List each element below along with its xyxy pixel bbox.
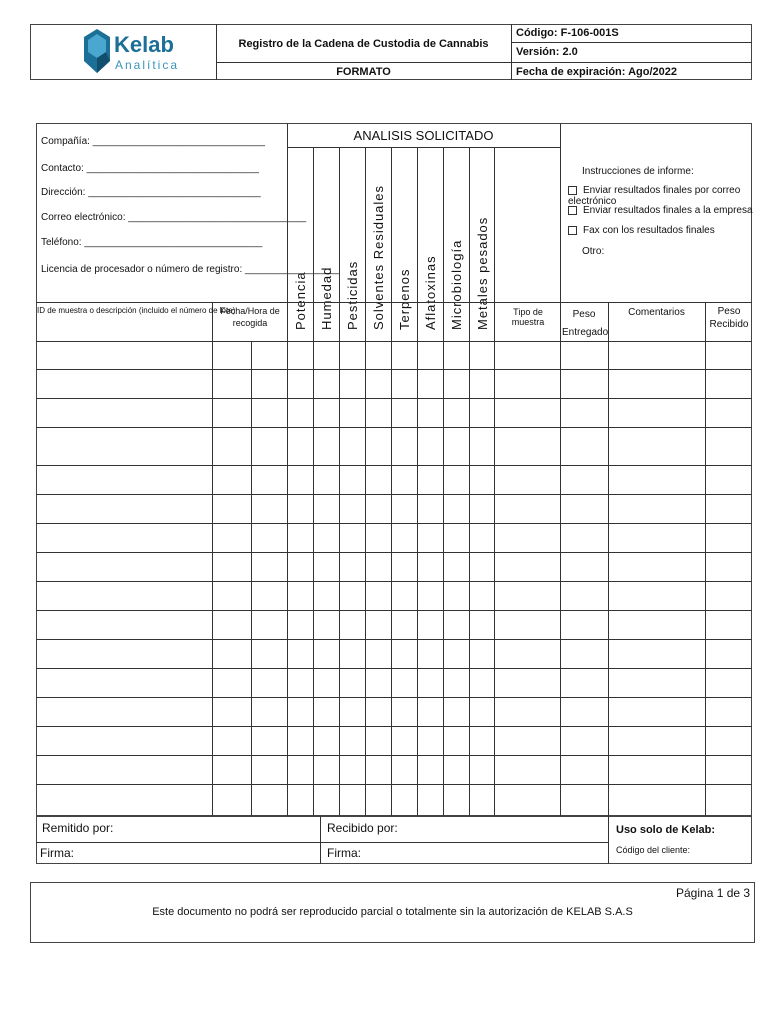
comments-header: Comentarios: [628, 307, 685, 318]
checkbox-icon[interactable]: [568, 186, 577, 195]
form-code: Código: F-106-001S: [516, 27, 619, 39]
kelab-logo-name: Kelab: [114, 32, 174, 57]
header-divider-h1: [216, 62, 752, 63]
table-row[interactable]: [37, 698, 751, 726]
table-row[interactable]: [37, 428, 751, 465]
table-row[interactable]: [37, 370, 751, 398]
signature-divider: [36, 842, 608, 843]
analysis-title: ANALISIS SOLICITADO: [353, 128, 494, 143]
checkbox-icon[interactable]: [568, 226, 577, 235]
contact-field[interactable]: Contacto: _______________________________: [41, 163, 259, 174]
table-row[interactable]: [37, 785, 751, 816]
instruction-option-company-label: Enviar resultados finales a la empresa: [583, 205, 753, 216]
kelab-use-label: Uso solo de Kelab:: [616, 824, 716, 836]
analysis-col-terpenos: Terpenos: [397, 268, 412, 330]
client-code-label[interactable]: Código del cliente:: [616, 845, 691, 855]
received-weight-header: Peso Recibido: [709, 306, 749, 330]
delivered-weight-header: Peso Entregado: [562, 309, 609, 338]
signature-col-divider: [320, 816, 321, 864]
form-version: Versión: 2.0: [516, 46, 578, 58]
form-expiration-date: Fecha de expiración: Ago/2022: [516, 66, 677, 78]
kelab-logo: [80, 28, 200, 76]
instruction-other[interactable]: Otro:: [582, 246, 605, 257]
table-row[interactable]: [37, 727, 751, 755]
analysis-col-pesticidas: Pesticidas: [345, 260, 360, 330]
signature-1-label[interactable]: Firma:: [40, 846, 74, 860]
header-divider-h2: [511, 42, 752, 43]
company-field[interactable]: Compañía: _______________________________: [41, 136, 266, 147]
sample-id-header: ID de muestra o descripción (incluido el número de lote): [37, 306, 236, 315]
table-row[interactable]: [37, 756, 751, 784]
analysis-col-potencia: Potencia: [293, 271, 308, 330]
phone-field[interactable]: Teléfono: ________________________________: [41, 237, 263, 248]
table-row[interactable]: [37, 399, 751, 427]
license-field[interactable]: Licencia de procesador o número de registro: _________________: [41, 264, 340, 275]
table-row[interactable]: [37, 582, 751, 610]
checkbox-icon[interactable]: [568, 206, 577, 215]
table-row[interactable]: [37, 524, 751, 552]
instruction-option-fax-label: Fax con los resultados finales: [583, 225, 715, 236]
email-field[interactable]: Correo electrónico: ________________________________: [41, 212, 307, 223]
collection-date-header: Fecha/Hora de recogida: [220, 306, 280, 328]
analysis-col-humedad: Humedad: [319, 266, 334, 330]
header-divider-2: [511, 24, 512, 80]
kelab-logo-icon: [82, 28, 112, 74]
instruction-option-email-label: Enviar resultados finales por correo electrónico: [568, 185, 741, 207]
analysis-col-microbiologia: Microbiología: [449, 239, 464, 330]
table-row[interactable]: [37, 669, 751, 697]
table-row[interactable]: [37, 466, 751, 494]
signature-col-divider: [608, 816, 609, 864]
table-row[interactable]: [37, 553, 751, 581]
instruction-option-email[interactable]: [568, 185, 770, 207]
table-row[interactable]: [37, 495, 751, 523]
instruction-option-fax[interactable]: [568, 225, 715, 236]
table-row[interactable]: [37, 342, 751, 369]
instruction-option-company[interactable]: [568, 205, 753, 216]
table-row[interactable]: [37, 640, 751, 668]
sent-by-label[interactable]: Remitido por:: [42, 821, 114, 835]
kelab-logo-sub: Analítica: [115, 58, 180, 72]
received-by-label[interactable]: Recibido por:: [327, 821, 398, 835]
page-number: Página 1 de 3: [676, 886, 751, 900]
sample-type-header: Tipo de muestra: [511, 307, 545, 327]
instructions-title: Instrucciones de informe:: [582, 166, 694, 177]
table-row[interactable]: [37, 611, 751, 639]
address-field[interactable]: Dirección: _______________________________: [41, 187, 261, 198]
analysis-title-line: [287, 147, 560, 148]
analysis-col-aflatoxinas: Aflatoxinas: [423, 255, 438, 330]
signature-2-label[interactable]: Firma:: [327, 846, 361, 860]
copyright-notice: Este documento no podrá ser reproducido parcial o totalmente sin la autorización de KELAB S.A.S: [152, 906, 633, 918]
table-header-top: [36, 302, 752, 303]
analysis-col-solventes: Solventes Residuales: [371, 184, 386, 330]
form-title: Registro de la Cadena de Custodia de Cannabis: [238, 38, 489, 50]
analysis-col-metales: Metales pesados: [475, 216, 490, 330]
form-format-label: FORMATO: [336, 66, 391, 78]
